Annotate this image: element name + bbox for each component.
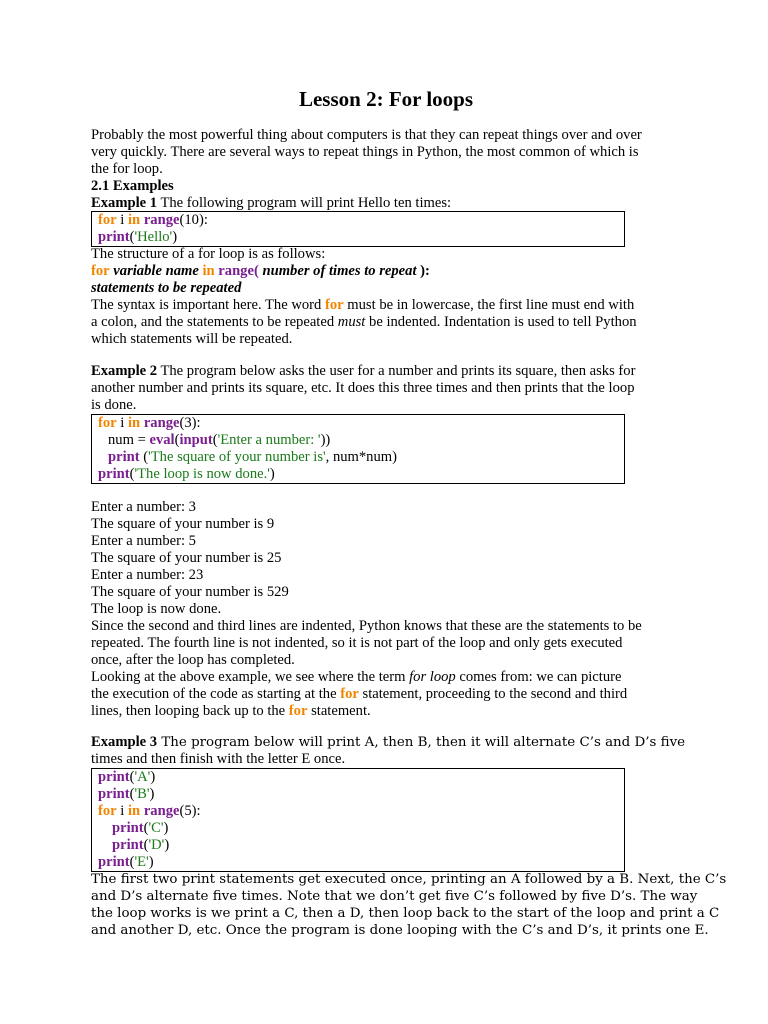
code-text: ): (420, 263, 430, 279)
example-3-line: times and then finish with the letter E once. (91, 751, 346, 767)
explain-text: comes from: we can picture (455, 669, 622, 685)
code-string: 'Enter a number: ' (217, 432, 321, 448)
code-block-example-1 (91, 211, 625, 247)
code-keyword: in (202, 263, 215, 279)
code-function: print (112, 837, 144, 853)
page-title: Lesson 2: For loops (298, 87, 474, 111)
example-2-line (91, 363, 681, 380)
explanation-line: the loop works is we print a C, then a D, then loop back to the start of the loop and print a C (91, 906, 720, 921)
code-string: 'The square of your number is' (148, 449, 326, 465)
code-keyword: for (288, 703, 308, 719)
explain-emphasis: for loop (409, 669, 456, 685)
code-string: 'Hello' (134, 229, 173, 245)
code-function: print (98, 786, 130, 802)
output-line: Enter a number: 5 (91, 533, 196, 549)
example-text: The program below will print A, then B, then it will alternate C’s and D’s five (157, 735, 686, 750)
code-text: (10): (179, 212, 208, 228)
code-string: 'B' (134, 786, 150, 802)
structure-var: variable name (109, 263, 203, 279)
output-line: The square of your number is 529 (91, 584, 289, 600)
code-line (98, 415, 624, 432)
code-text: , num*num) (325, 449, 397, 465)
explain-text: statement, proceeding to the second and third (358, 686, 628, 702)
code-text: ( (129, 769, 135, 785)
code-function: range (143, 212, 180, 228)
code-text: i (116, 212, 128, 228)
structure-stmts: statements to be repeated (91, 280, 242, 296)
syntax-text: The syntax is important here. The word (91, 297, 325, 313)
explain-text: Looking at the above example, we see where the term (91, 669, 410, 685)
code-text: ) (164, 837, 170, 853)
intro-line: very quickly. There are several ways to repeat things in Python, the most common of which is (91, 144, 639, 160)
code-text: ) (172, 229, 178, 245)
code-string: 'C' (148, 820, 164, 836)
output-line: The square of your number is 25 (91, 550, 282, 566)
example-1-intro (91, 195, 681, 212)
code-text: ( (129, 229, 135, 245)
code-keyword: for (325, 297, 344, 313)
code-string: 'A' (134, 769, 151, 785)
code-text: ) (269, 466, 275, 482)
code-text: ( (129, 786, 135, 802)
section-heading: 2.1 Examples (91, 178, 174, 194)
code-text: (3): (179, 415, 201, 431)
code-keyword: for (98, 415, 117, 431)
code-text: num = (108, 432, 150, 448)
code-string: 'E' (134, 854, 149, 870)
code-keyword: for (340, 686, 359, 702)
code-text: ) (163, 820, 169, 836)
code-text: ( (143, 837, 149, 853)
code-line (98, 820, 624, 837)
intro-line: the for loop. (91, 161, 163, 177)
code-function: range (143, 415, 180, 431)
example-label: Example 3 (91, 734, 158, 750)
structure-syntax (91, 263, 681, 280)
syntax-text: a colon, and the statements to be repeated (91, 314, 338, 330)
code-keyword: for (98, 803, 117, 819)
explain-line: once, after the loop has completed. (91, 652, 295, 668)
explanation-line: and another D, etc. Once the program is done looping with the C’s and D’s, it prints one E. (91, 923, 709, 938)
code-keyword: for (98, 212, 117, 228)
example-3-paragraph (91, 734, 686, 768)
explain-text: lines, then looping back up to the (91, 703, 289, 719)
code-line (98, 212, 624, 229)
code-text: ( (129, 466, 135, 482)
code-string: 'D' (148, 837, 165, 853)
explanation-line: The first two print statements get executed once, printing an A followed by a B. Next, the C’s (91, 872, 727, 887)
explain-line (91, 669, 681, 686)
code-function: print (98, 769, 130, 785)
code-text: ) (150, 769, 156, 785)
explain-text: the execution of the code as starting at the (91, 686, 341, 702)
code-line (98, 786, 624, 803)
code-text: (5): (179, 803, 201, 819)
output-line: Enter a number: 23 (91, 567, 204, 583)
example-text: The following program will print Hello ten times: (157, 195, 452, 211)
code-line (98, 466, 624, 483)
code-line (98, 854, 624, 871)
code-string: 'The loop is now done.' (134, 466, 270, 482)
structure-num: number of times to repeat (258, 263, 421, 279)
example-3-line (91, 734, 686, 751)
explanation-line: and D’s alternate five times. Note that we don’t get five C’s followed by five D’s. The way (91, 889, 698, 904)
code-text: i (116, 415, 128, 431)
example-2-line: is done. (91, 397, 137, 413)
code-function: print (98, 854, 130, 870)
code-line (98, 229, 624, 246)
code-text: ( (143, 820, 149, 836)
code-function: eval (149, 432, 175, 448)
syntax-text: must be in lowercase, the first line must end with (343, 297, 635, 313)
explain-line: repeated. The fourth line is not indented, so it is not part of the loop and only gets executed (91, 635, 623, 651)
code-keyword: in (128, 212, 141, 228)
code-keyword: in (128, 415, 141, 431)
code-line (98, 837, 624, 854)
code-function: range (143, 803, 180, 819)
code-block-example-2 (91, 414, 625, 484)
code-text: ( (129, 854, 135, 870)
syntax-line (91, 314, 681, 331)
explain-line (91, 703, 681, 720)
intro-line: Probably the most powerful thing about computers is that they can repeat things over and over (91, 127, 642, 143)
output-line: Enter a number: 3 (91, 499, 196, 515)
code-line (98, 449, 624, 466)
example-label: Example 2 (91, 363, 158, 379)
code-block-example-3 (91, 768, 625, 872)
code-line (98, 769, 624, 786)
example-label: Example 1 (91, 195, 158, 211)
syntax-text: be indented. Indentation is used to tell Python (365, 314, 637, 330)
example-2-paragraph (91, 363, 681, 414)
structure-paragraph (91, 246, 681, 348)
syntax-emphasis: must (337, 314, 366, 330)
output-line: The square of your number is 9 (91, 516, 275, 532)
code-function: print (98, 229, 130, 245)
code-text: ) (149, 786, 155, 802)
code-function: print (108, 449, 140, 465)
code-text: ( (212, 432, 218, 448)
syntax-line (91, 297, 681, 314)
code-text: i (116, 803, 128, 819)
output-line: The loop is now done. (91, 601, 222, 617)
code-keyword: in (128, 803, 141, 819)
code-text: )) (320, 432, 331, 448)
example-3-explanation (91, 871, 727, 939)
structure-intro: The structure of a for loop is as follows: (91, 246, 326, 262)
code-function: range( (214, 263, 259, 279)
example-text: The program below asks the user for a number and prints its square, then asks for (157, 363, 636, 379)
explain-line (91, 686, 681, 703)
code-function: input (179, 432, 213, 448)
syntax-line: which statements will be repeated. (91, 331, 293, 347)
program-output (91, 499, 681, 720)
intro-paragraph (91, 127, 681, 212)
code-function: print (112, 820, 144, 836)
code-text: ( (139, 449, 149, 465)
code-text: ) (148, 854, 154, 870)
structure-statements (91, 280, 681, 297)
code-keyword: for (91, 263, 110, 279)
code-line (98, 803, 624, 820)
explain-text: statement. (307, 703, 371, 719)
example-2-line: another number and prints its square, etc. It does this three times and then prints that the loop (91, 380, 635, 396)
code-line: num = eval(input('Enter a number: ')) (108, 432, 331, 448)
code-function: print (98, 466, 130, 482)
explain-line: Since the second and third lines are indented, Python knows that these are the statements to be (91, 618, 642, 634)
